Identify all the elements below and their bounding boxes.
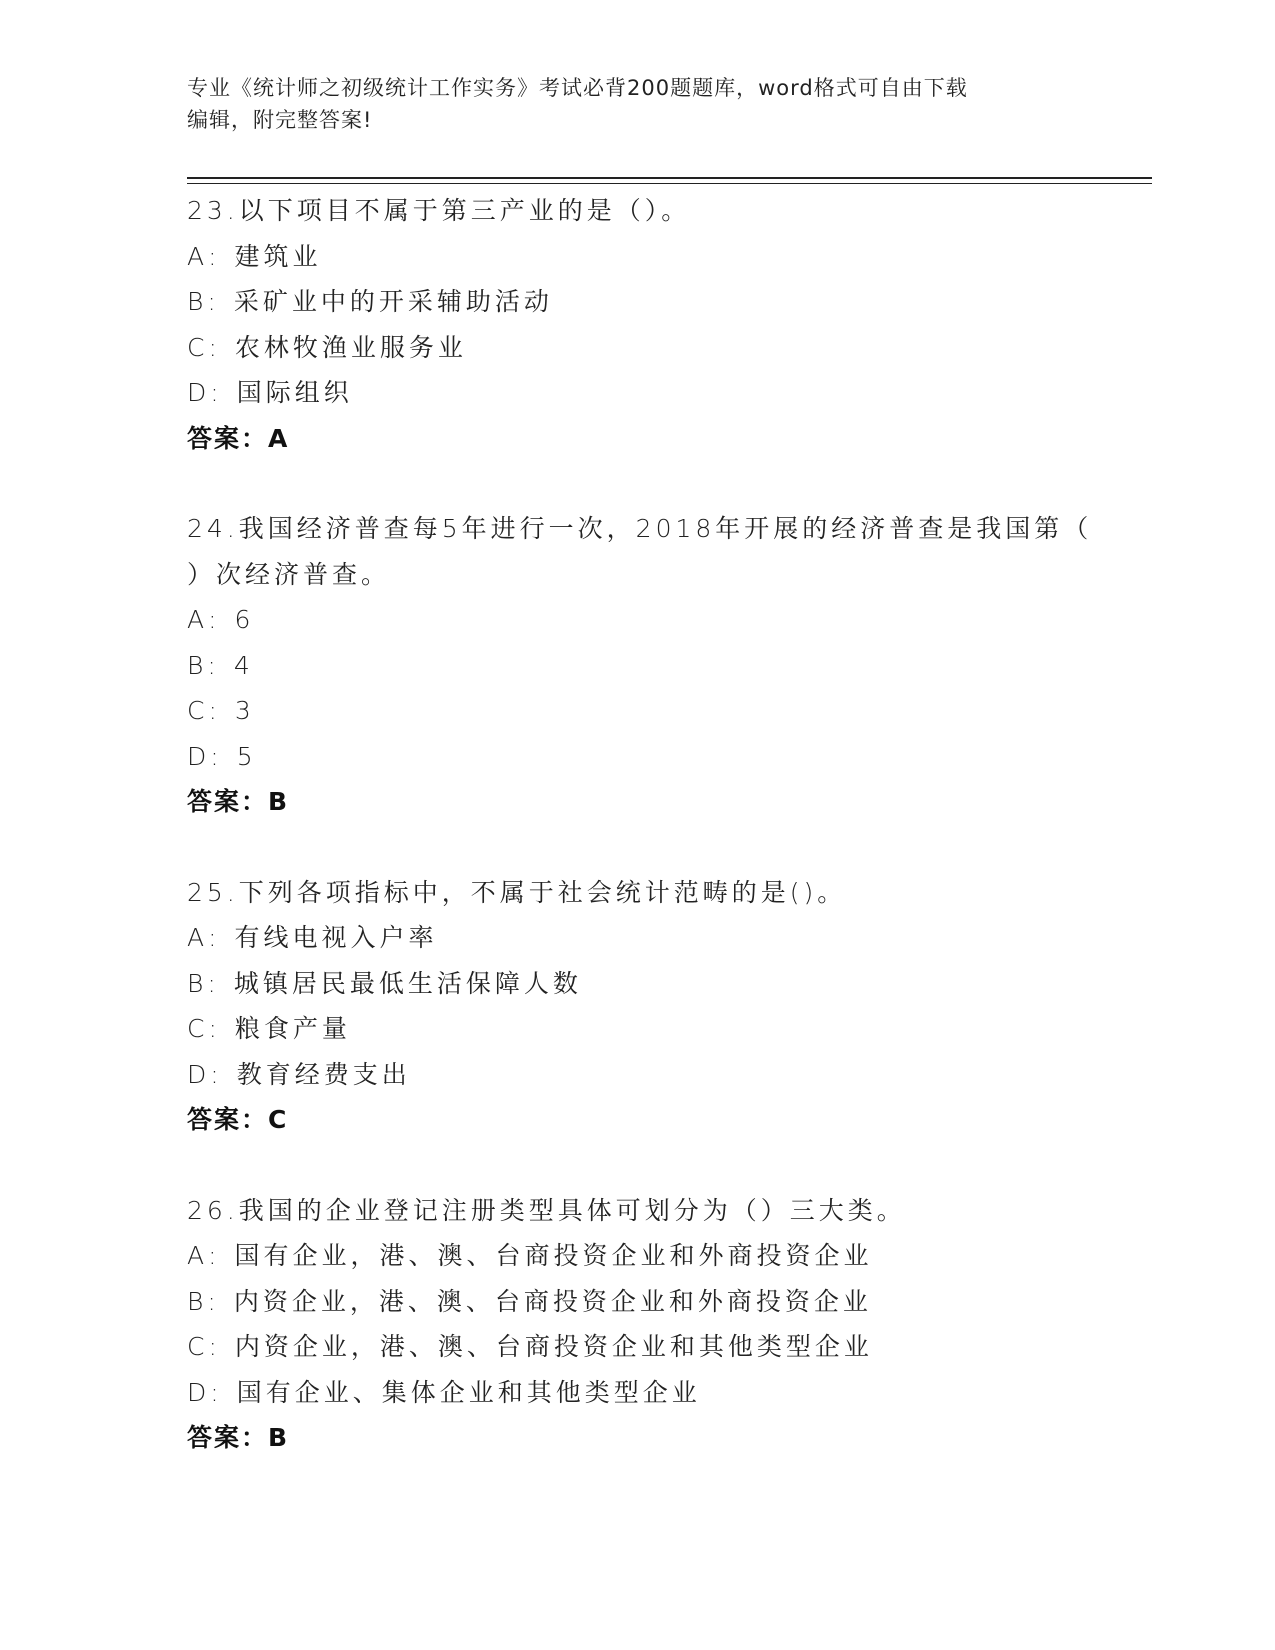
option-text: 6: [234, 605, 255, 634]
option-key: B: [187, 287, 208, 316]
option-key: D: [187, 1377, 211, 1407]
document-header: [187, 72, 1067, 136]
option-separator: :: [207, 287, 220, 316]
question-text: 26.我国的企业登记注册类型具体可划分为（）三大类。: [187, 1195, 906, 1225]
option-text: 农林牧渔业服务业: [234, 332, 467, 362]
option-separator: :: [210, 741, 223, 771]
option-c: [187, 325, 1087, 371]
option-key: C: [187, 1014, 209, 1043]
option-key: B: [187, 1286, 208, 1316]
option-key: A: [187, 605, 209, 634]
option-b: [187, 279, 1087, 325]
option-text: 5: [236, 741, 257, 771]
option-d: [187, 1052, 1087, 1098]
answer-label: 答案：: [187, 787, 269, 816]
option-key: B: [187, 650, 208, 680]
option-separator: :: [208, 1014, 221, 1043]
header-divider-thin: [187, 183, 1152, 184]
option-text: 有线电视入户率: [234, 923, 438, 952]
option-text: 教育经费支出: [236, 1059, 411, 1089]
option-text: 3: [234, 696, 255, 725]
option-c: [187, 1324, 1087, 1370]
option-text: 国际组织: [236, 378, 353, 407]
question-text: 24.我国经济普查每5年进行一次，2018年开展的经济普查是我国第（: [187, 514, 1093, 543]
answer-line: [187, 779, 1087, 825]
option-d: [187, 1370, 1087, 1416]
option-text: 国有企业，港、澳、台商投资企业和外商投资企业: [234, 1241, 873, 1270]
question-text: ）次经济普查。: [187, 559, 391, 589]
option-text: 城镇居民最低生活保障人数: [233, 968, 582, 998]
option-separator: :: [207, 1286, 220, 1316]
answer-label: 答案：: [187, 1105, 269, 1134]
question-text: 25.下列各项指标中，不属于社会统计范畴的是()。: [187, 877, 847, 907]
option-separator: :: [208, 241, 221, 271]
question-block: [187, 870, 1087, 1143]
option-separator: :: [207, 968, 220, 998]
answer-value: B: [268, 787, 290, 816]
option-text: 国有企业、集体企业和其他类型企业: [236, 1377, 701, 1407]
option-separator: :: [207, 650, 220, 680]
option-text: 内资企业，港、澳、台商投资企业和其他类型企业: [234, 1332, 873, 1361]
option-key: D: [187, 378, 211, 407]
option-a: [187, 597, 1087, 643]
option-key: A: [187, 923, 209, 952]
option-separator: :: [208, 605, 221, 634]
option-c: [187, 688, 1087, 734]
option-separator: :: [210, 1377, 223, 1407]
option-b: [187, 1279, 1087, 1325]
option-separator: :: [208, 923, 221, 952]
option-d: [187, 734, 1087, 780]
question-text: 23.以下项目不属于第三产业的是（）。: [187, 196, 691, 225]
question-block: [187, 188, 1087, 461]
option-separator: :: [208, 696, 221, 725]
option-key: C: [187, 332, 209, 362]
answer-line: [187, 416, 1087, 462]
option-text: 4: [233, 650, 254, 680]
question-list: [187, 188, 1093, 1461]
option-text: 建筑业: [234, 241, 322, 271]
header-line-2: 编辑，附完整答案!: [187, 108, 373, 132]
option-key: D: [187, 741, 211, 771]
option-a: [187, 234, 1087, 280]
header-divider: [187, 177, 1152, 179]
option-key: D: [187, 1059, 211, 1089]
option-key: A: [187, 1241, 209, 1270]
option-b: [187, 961, 1087, 1007]
question-block: [187, 506, 1093, 825]
option-b: [187, 643, 1087, 689]
question-block: [187, 1188, 1087, 1461]
option-separator: :: [208, 332, 221, 362]
option-separator: :: [210, 1059, 223, 1089]
option-text: 内资企业，港、澳、台商投资企业和外商投资企业: [233, 1286, 872, 1316]
option-separator: :: [208, 1241, 221, 1270]
option-a: [187, 1233, 1087, 1279]
option-key: A: [187, 241, 209, 271]
option-c: [187, 1006, 1087, 1052]
option-key: B: [187, 968, 208, 998]
answer-value: B: [268, 1423, 290, 1452]
option-separator: :: [210, 378, 223, 407]
option-text: 粮食产量: [234, 1014, 351, 1043]
answer-line: [187, 1415, 1087, 1461]
option-d: [187, 370, 1087, 416]
option-a: [187, 915, 1087, 961]
answer-line: [187, 1097, 1087, 1143]
answer-label: 答案：: [187, 1423, 269, 1452]
option-key: C: [187, 1332, 209, 1361]
answer-value: A: [268, 423, 290, 453]
answer-value: C: [268, 1105, 289, 1134]
header-line-1: 专业《统计师之初级统计工作实务》考试必背200题题库，word格式可自由下载: [187, 76, 968, 100]
option-separator: :: [208, 1332, 221, 1361]
answer-label: 答案：: [187, 423, 269, 453]
option-text: 采矿业中的开采辅助活动: [233, 287, 553, 316]
option-key: C: [187, 696, 209, 725]
